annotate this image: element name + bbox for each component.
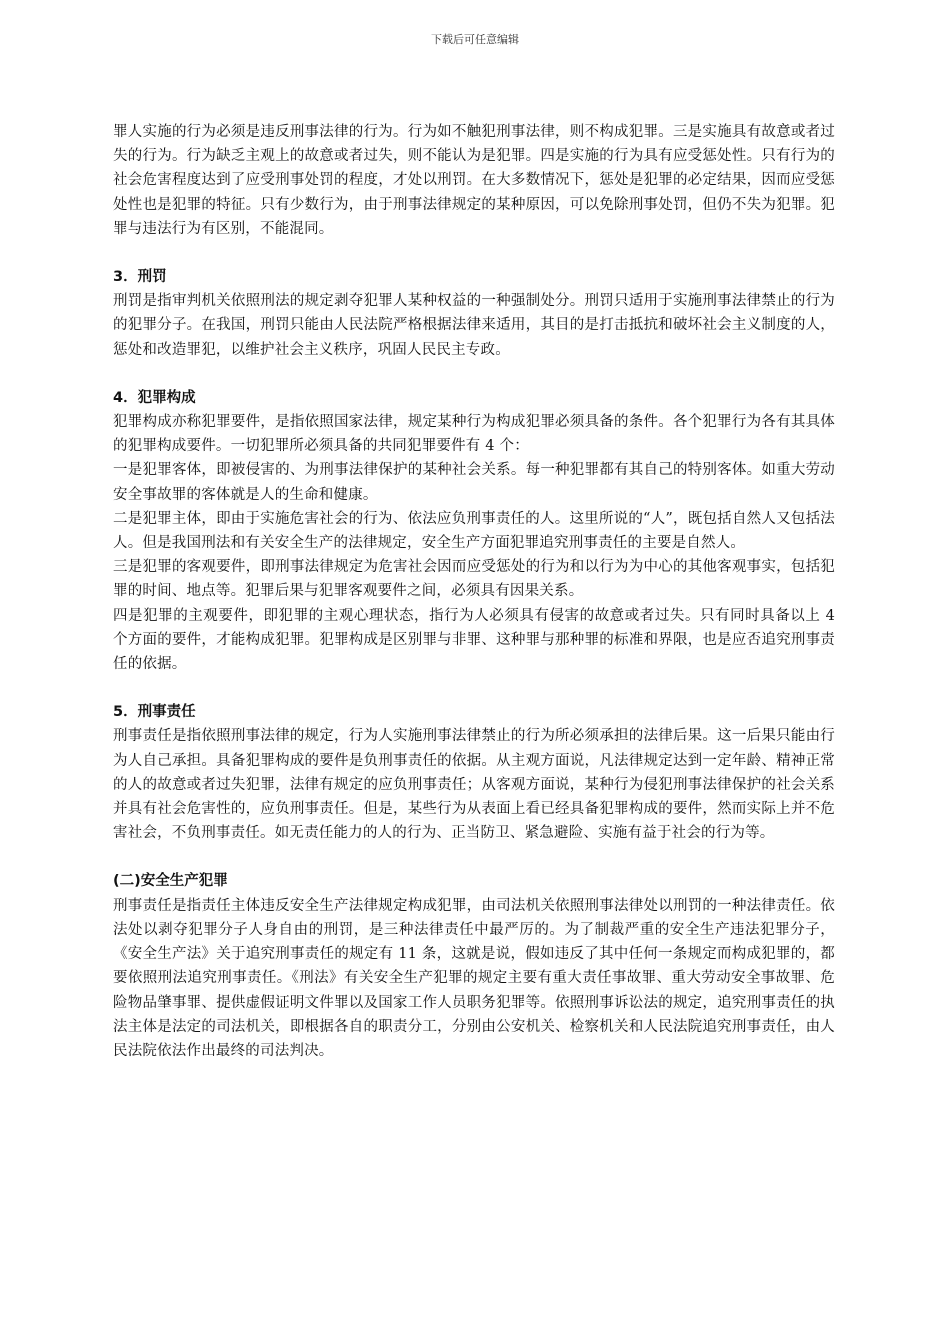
intro-paragraph: 罪人实施的行为必须是违反刑事法律的行为。行为如不触犯刑事法律，则不构成犯罪。三是实施具有故意或者过失的行为。行为缺乏主观上的故意或者过失，则不能认为是犯罪。四是实施的行为具有应受惩处性。只有行为的社会危害程度达到了应受刑事处罚的程度，才处以刑罚。在大多数情况下，惩处是犯罪的必定结果，因而应受惩处性也是犯罪的特征。只有少数行为，由于刑事法律规定的某种原因，可以免除刑事处罚，但仍不失为犯罪。犯罪与违法行为有区别，不能混同。 <box>113 124 835 237</box>
section-5-heading: 5．刑事责任 <box>113 704 196 721</box>
safety-crime-heading: (二)安全生产犯罪 <box>113 873 228 890</box>
spacer <box>113 845 835 869</box>
section-4-paragraph-4: 三是犯罪的客观要件，即刑事法律规定为危害社会因而应受惩处的行为和以行为为中心的其他客观事实，包括犯罪的时间、地点等。犯罪后果与犯罪客观要件之间，必须具有因果关系。 <box>113 559 835 600</box>
section-4-heading: 4．犯罪构成 <box>113 389 196 406</box>
section-3-heading: 3．刑罚 <box>113 269 167 286</box>
section-5-paragraph: 刑事责任是指依照刑事法律的规定，行为人实施刑事法律禁止的行为所必须承担的法律后果。这一后果只能由行为人自己承担。具备犯罪构成的要件是负刑事责任的依据。从主观方面说，凡法律规定达到一定年龄、精神正常的人的故意或者过失犯罪，法律有规定的应负刑事责任；从客观方面说，某种行为侵犯刑事法律保护的社会关系并具有社会危害性的，应负刑事责任。但是，某些行为从表面上看已经具备犯罪构成的要件，然而实际上并不危害社会，不负刑事责任。如无责任能力的人的行为、正当防卫、紧急避险、实施有益于社会的行为等。 <box>113 728 835 842</box>
spacer <box>113 676 835 700</box>
spacer <box>113 362 835 386</box>
document-body <box>113 120 835 1063</box>
section-4-paragraph-3: 二是犯罪主体，即由于实施危害社会的行为、依法应负刑事责任的人。这里所说的“人”，既包括自然人又包括法人。但是我国刑法和有关安全生产的法律规定，安全生产方面犯罪追究刑事责任的主要是自然人。 <box>113 510 835 552</box>
section-3-paragraph: 刑罚是指审判机关依照刑法的规定剥夺犯罪人某种权益的一种强制处分。刑罚只适用于实施刑事法律禁止的行为的犯罪分子。在我国，刑罚只能由人民法院严格根据法律来适用，其目的是打击抵抗和破坏社会主义制度的人，惩处和改造罪犯，以维护社会主义秩序，巩固人民民主专政。 <box>113 293 835 358</box>
section-4-paragraph-2: 一是犯罪客体，即被侵害的、为刑事法律保护的某种社会关系。每一种犯罪都有其自己的特别客体。如重大劳动安全事故罪的客体就是人的生命和健康。 <box>113 462 835 503</box>
section-4-paragraph-1: 犯罪构成亦称犯罪要件，是指依照国家法律，规定某种行为构成犯罪必须具备的条件。各个犯罪行为各有其具体的犯罪构成要件。一切犯罪所必须具备的共同犯罪要件有 4 个： <box>113 414 835 455</box>
spacer <box>113 241 835 265</box>
safety-crime-paragraph: 刑事责任是指责任主体违反安全生产法律规定构成犯罪，由司法机关依照刑事法律处以刑罚的一种法律责任。依法处以剥夺犯罪分子人身自由的刑罚，是三种法律责任中最严厉的。为了制裁严重的安全生产违法犯罪分子，《安全生产法》关于追究刑事责任的规定有 11 条，这就是说，假如违反了其中任何一条规定而构成犯罪的，都要依照刑法追究刑事责任。《刑法》有关安全生产犯罪的规定主要有重大责任事故罪、重大劳动安全事故罪、危险物品肇事罪、提供虚假证明文件罪以及国家工作人员职务犯罪等。依照刑事诉讼法的规定，追究刑事责任的执法主体是法定的司法机关，即根据各自的职责分工，分别由公安机关、检察机关和人民法院追究刑事责任，由人民法院依法作出最终的司法判决。 <box>113 897 835 1059</box>
section-4-paragraph-5: 四是犯罪的主观要件，即犯罪的主观心理状态，指行为人必须具有侵害的故意或者过失。只有同时具备以上 4 个方面的要件，才能构成犯罪。犯罪构成是区别罪与非罪、这种罪与那种罪的标准和界限，也是应否追究刑事责任的依据。 <box>113 607 835 673</box>
page-header: 下载后可任意编辑 <box>431 33 519 46</box>
